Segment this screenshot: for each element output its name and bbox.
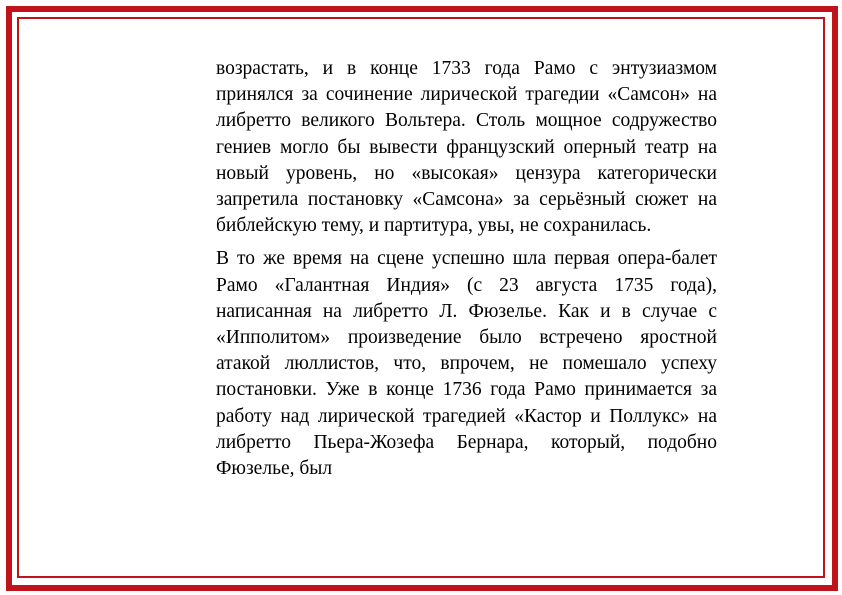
slide-text-block — [216, 56, 717, 489]
paragraph-samson: возрастать, и в конце 1733 года Рамо с энтузиазмом принялся за сочинение лирической трагедии «Самсон» на либретто великого Вольтера. Столь мощное содружество гениев могло бы вывести французский оперный театр на новый уровень, но «высокая» цензура категорически запретила постановку «Самсона» за серьёзный сюжет на библейскую тему, и партитура, увы, не сохранилась. — [216, 58, 717, 237]
paragraph-galant-india: В то же время на сцене успешно шла первая опера-балет Рамо «Галантная Индия» (с 23 августа 1735 года), написанная на либретто Л. Фюзелье. Как и в случае с «Ипполитом» произведение было встречено яростной атакой люллистов, что, впрочем, не помешало успеху постановки. Уже в конце 1736 года Рамо принимается за работу над лирической трагедией «Кастор и Поллукс» на либретто Пьера-Жозефа Бернара, который, подобно Фюзелье, был — [216, 248, 717, 480]
